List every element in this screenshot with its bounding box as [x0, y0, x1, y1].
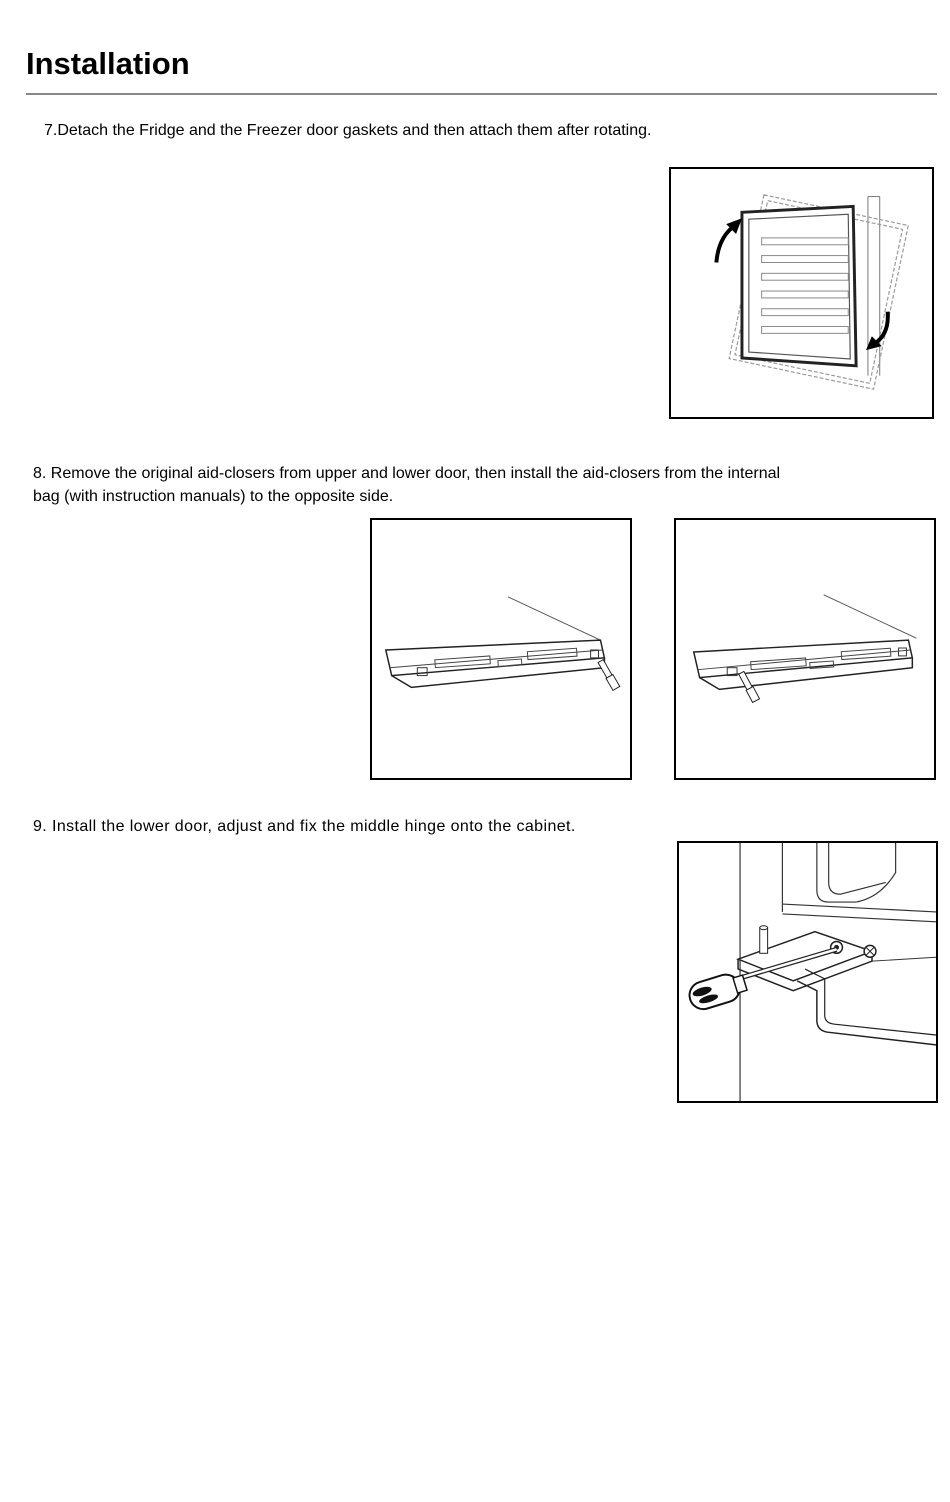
title-divider — [26, 93, 937, 95]
aid-closer-right-icon — [372, 520, 630, 778]
aid-closer-before-figure — [370, 518, 632, 780]
aid-closer-after-figure — [674, 518, 936, 780]
step-7-text: 7.Detach the Fridge and the Freezer door gaskets and then attach them after rotating. — [44, 122, 652, 139]
middle-hinge-figure — [677, 841, 938, 1103]
gasket-rotate-figure — [669, 167, 934, 419]
door-gasket-rotate-icon — [671, 169, 932, 417]
step-8-text-line2: bag (with instruction manuals) to the opposite side. — [33, 488, 394, 505]
step-8-text-line1: 8. Remove the original aid-closers from upper and lower door, then install the aid-closers from the internal — [33, 465, 781, 482]
middle-hinge-screwdriver-icon — [679, 843, 936, 1101]
page-title: Installation — [26, 46, 190, 81]
step-9-text: 9. Install the lower door, adjust and fix the middle hinge onto the cabinet. — [33, 818, 576, 835]
aid-closer-left-icon — [676, 520, 934, 778]
